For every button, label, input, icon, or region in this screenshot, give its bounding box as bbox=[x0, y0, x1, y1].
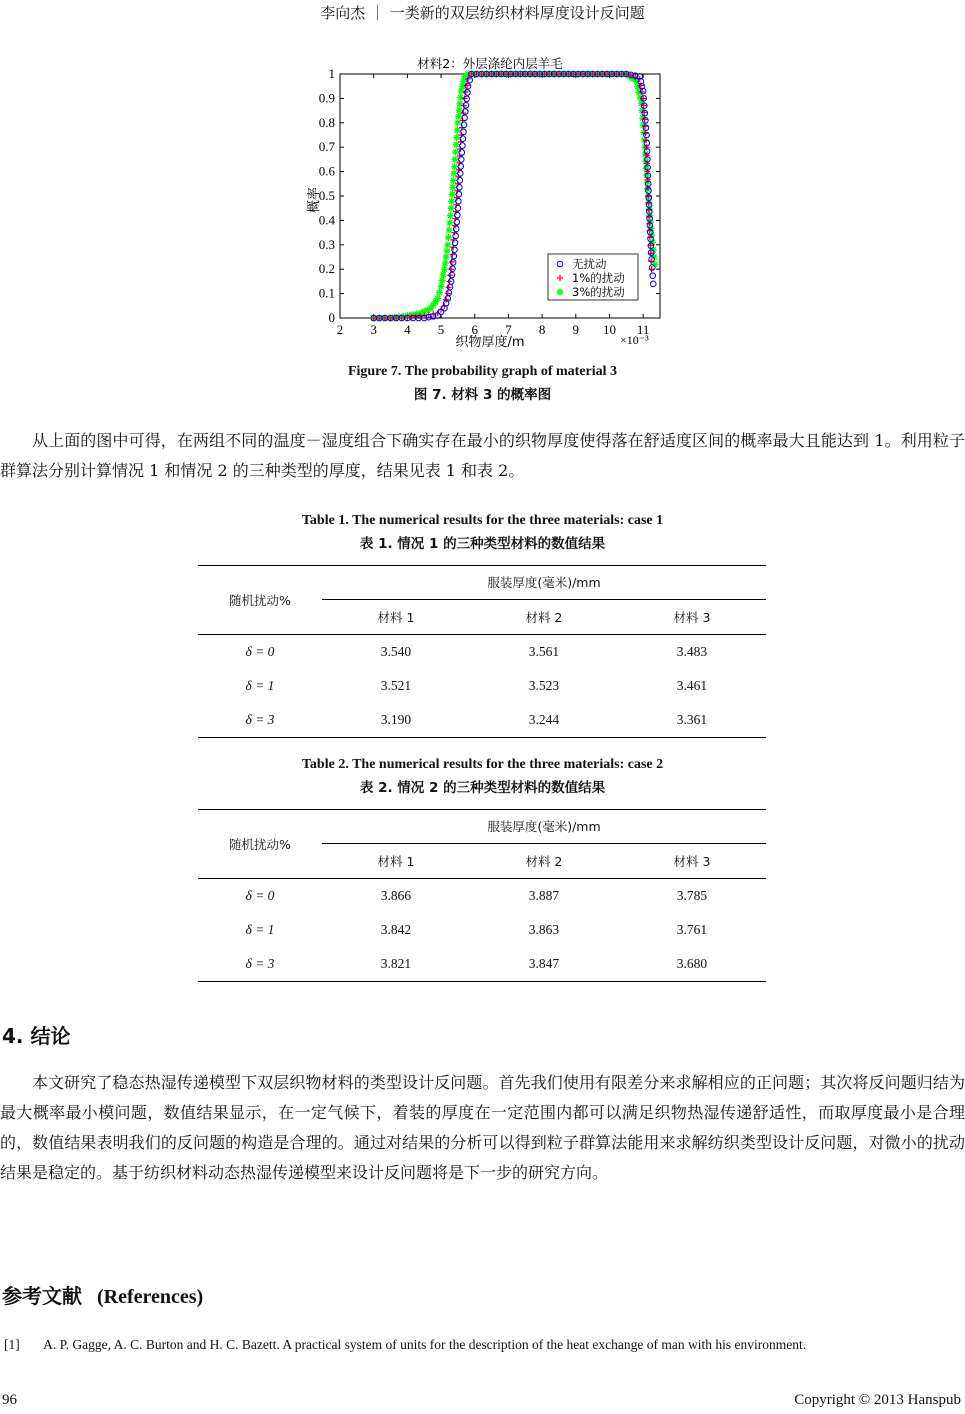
data-point bbox=[450, 177, 457, 184]
figure-caption-cn: 图 7. 材料 3 的概率图 bbox=[413, 387, 552, 403]
data-point bbox=[460, 136, 466, 142]
probability-chart bbox=[290, 50, 680, 350]
table2-caption-cn: 表 2. 情况 2 的三种类型材料的数值结果 bbox=[359, 780, 606, 796]
data-point bbox=[452, 149, 459, 156]
table-row bbox=[198, 669, 766, 703]
x-axis-label: 织物厚度/m bbox=[455, 335, 525, 350]
data-point bbox=[447, 212, 454, 219]
table1-cell: 3.483 bbox=[676, 644, 708, 659]
data-point bbox=[650, 273, 656, 279]
table2-row-header: 随机扰动% bbox=[198, 810, 322, 879]
x-tick-label: 9 bbox=[572, 322, 580, 337]
x-tick-label: 4 bbox=[404, 322, 411, 337]
table2-row-label: δ = 3 bbox=[198, 947, 322, 982]
table1-row-label: δ = 0 bbox=[245, 644, 275, 659]
data-point bbox=[456, 198, 462, 204]
table1-cell: 3.561 bbox=[528, 644, 560, 659]
x-tick-label: 10 bbox=[602, 322, 616, 337]
table2-cell: 3.821 bbox=[322, 947, 470, 982]
data-point bbox=[456, 191, 462, 197]
data-point bbox=[452, 240, 458, 246]
x-tick-label: 6 bbox=[471, 322, 478, 337]
table1-row-label: δ = 3 bbox=[198, 703, 322, 738]
data-point bbox=[443, 247, 450, 254]
x-tick-label: 7 bbox=[505, 322, 512, 337]
table2-cell: 3.866 bbox=[380, 888, 412, 903]
table1-col-header: 材料 2 bbox=[470, 600, 618, 635]
y-tick-label: 0.1 bbox=[318, 285, 335, 301]
data-point bbox=[448, 205, 455, 212]
y-tick-label: 0 bbox=[328, 310, 335, 325]
data-point bbox=[455, 205, 461, 211]
legend-label: 1%的扰动 bbox=[572, 271, 625, 285]
references-heading-cn: 参考文献 bbox=[2, 1284, 82, 1308]
y-tick-label: 0.7 bbox=[318, 139, 335, 155]
table1 bbox=[198, 565, 766, 738]
data-point bbox=[451, 163, 458, 170]
data-point bbox=[443, 254, 450, 261]
y-tick-label: 0.2 bbox=[318, 261, 335, 277]
x-axis-multiplier: ×10⁻³ bbox=[620, 333, 649, 347]
table2-cell: 3.785 bbox=[676, 888, 708, 903]
paragraph-results-text: 从上面的图中可得，在两组不同的温度－湿度组合下确实存在最小的织物厚度使得落在舒适度区间的概率最大且能达到 1。利用粒子群算法分别计算情况 1 和情况 2 的三种类型的厚度，结果见表 1 和表 2。 bbox=[0, 431, 965, 480]
table2-col-header: 材料 3 bbox=[618, 844, 766, 879]
copyright: Copyright © 2013 Hanspub bbox=[794, 1392, 961, 1408]
y-tick-label: 0.5 bbox=[318, 188, 335, 203]
legend-label: 3%的扰动 bbox=[572, 285, 625, 299]
data-point bbox=[438, 283, 445, 290]
x-tick-label: 5 bbox=[437, 322, 445, 337]
y-tick-label: 0.6 bbox=[318, 163, 335, 179]
table-row bbox=[198, 635, 766, 670]
y-axis-label: 概率 bbox=[307, 186, 322, 214]
data-point bbox=[453, 233, 459, 239]
data-point bbox=[434, 295, 441, 302]
reference-item bbox=[4, 1337, 964, 1353]
table2-group-header-text: 服装厚度(毫米)/mm bbox=[322, 810, 766, 844]
table1-group-header bbox=[322, 566, 766, 601]
data-point bbox=[650, 281, 656, 287]
references-heading-en: (References) bbox=[96, 1286, 204, 1308]
table2-cell: 3.887 bbox=[528, 888, 560, 903]
data-point bbox=[450, 170, 457, 177]
reference-text: A. P. Gagge, A. C. Burton and H. C. Bazett. A practical system of units for the description of the heat exchange of man with his environment. bbox=[43, 1337, 807, 1352]
table1-col-header: 材料 3 bbox=[618, 600, 766, 635]
x-tick-label: 2 bbox=[336, 322, 344, 337]
table1-row-header: 随机扰动% bbox=[198, 566, 322, 635]
data-point bbox=[459, 150, 465, 156]
table2-row-label: δ = 1 bbox=[245, 922, 275, 937]
y-tick-label: 0.3 bbox=[318, 236, 335, 252]
y-tick-label: 0.4 bbox=[318, 212, 335, 228]
table2-col-header: 材料 2 bbox=[470, 844, 618, 879]
data-point bbox=[449, 184, 456, 191]
x-tick-label: 11 bbox=[636, 322, 650, 337]
table-row bbox=[198, 879, 766, 914]
data-point bbox=[448, 198, 455, 205]
data-point bbox=[453, 226, 459, 232]
data-point bbox=[455, 212, 461, 218]
running-header: 李向杰 ｜ 一类新的双层纺织材料厚度设计反问题 bbox=[320, 4, 645, 22]
chart-title: 材料2：外层涤纶内层羊毛 bbox=[417, 56, 563, 71]
data-point bbox=[455, 113, 462, 120]
data-point bbox=[458, 171, 464, 177]
data-point bbox=[449, 191, 456, 198]
data-point bbox=[458, 164, 464, 170]
table2-cell: 3.863 bbox=[528, 922, 560, 937]
table1-caption-cn: 表 1. 情况 1 的三种类型材料的数值结果 bbox=[359, 536, 606, 552]
data-point bbox=[461, 129, 467, 135]
references-heading bbox=[2, 1280, 203, 1309]
table2-group-header bbox=[322, 810, 766, 845]
data-point bbox=[457, 184, 463, 190]
data-point bbox=[442, 260, 449, 267]
table2-cell: 3.680 bbox=[618, 947, 766, 982]
table1-cell: 3.521 bbox=[380, 678, 412, 693]
data-point bbox=[446, 290, 452, 296]
table1-cell: 3.461 bbox=[676, 678, 708, 693]
table-row bbox=[198, 913, 766, 947]
table1-caption-en: Table 1. The numerical results for the three materials: case 1 bbox=[301, 513, 664, 528]
legend-marker bbox=[557, 289, 564, 296]
data-point bbox=[436, 289, 443, 296]
page-number: 96 bbox=[2, 1392, 17, 1408]
table2-col-header: 材料 1 bbox=[322, 844, 470, 879]
y-tick-label: 0.9 bbox=[318, 90, 335, 106]
table2-cell: 3.847 bbox=[470, 947, 618, 982]
table1-cell: 3.244 bbox=[470, 703, 618, 738]
table2-row-label: δ = 0 bbox=[245, 888, 275, 903]
reference-number: [1] bbox=[4, 1337, 20, 1352]
x-tick-label: 8 bbox=[538, 322, 546, 337]
table1-cell: 3.190 bbox=[322, 703, 470, 738]
table1-cell: 3.361 bbox=[618, 703, 766, 738]
data-point bbox=[460, 143, 466, 149]
section-heading-conclusion: 4. 结论 bbox=[2, 1024, 71, 1048]
data-point bbox=[441, 266, 448, 273]
data-point bbox=[440, 271, 447, 278]
table1-col-header: 材料 1 bbox=[322, 600, 470, 635]
y-tick-label: 1 bbox=[328, 66, 335, 81]
chart-legend bbox=[548, 254, 638, 300]
table1-group-header-text: 服装厚度(毫米)/mm bbox=[322, 566, 766, 600]
data-point bbox=[458, 157, 464, 163]
paragraph-conclusion-text: 本文研究了稳态热湿传递模型下双层织物材料的类型设计反问题。首先我们使用有限差分来求解相应的正问题；其次将反问题归结为最大概率最小模问题，数值结果显示，在一定气候下，着装的厚度在一定范围内都可以满足织物热湿传递舒适性，而取厚度最小是合理的，数值结果表明我们的反问题的构造是合理的。通过对结果的分析可以得到粒子群算法能用来求解纺织类型设计反问题，对微小的扰动结果是稳定的。基于纺织材料动态热湿传递模型来设计反问题将是下一步的研究方向。 bbox=[0, 1073, 965, 1182]
data-point bbox=[454, 219, 460, 225]
figure-caption-en: Figure 7. The probability graph of material 3 bbox=[347, 364, 618, 379]
table2-cell: 3.842 bbox=[380, 922, 412, 937]
data-point bbox=[465, 83, 471, 89]
paragraph-conclusion bbox=[0, 1068, 965, 1188]
table1-cell: 3.540 bbox=[380, 644, 412, 659]
table-row bbox=[198, 703, 766, 738]
legend-label: 无扰动 bbox=[572, 257, 607, 271]
x-tick-label: 3 bbox=[370, 322, 377, 337]
data-point bbox=[452, 156, 459, 163]
data-point bbox=[439, 277, 446, 284]
table2-caption-en: Table 2. The numerical results for the three materials: case 2 bbox=[301, 757, 664, 772]
table1-row-label: δ = 1 bbox=[245, 678, 275, 693]
table2 bbox=[198, 809, 766, 982]
data-point bbox=[458, 88, 465, 95]
data-point bbox=[457, 178, 463, 184]
y-tick-label: 0.8 bbox=[318, 114, 335, 130]
table2-cell: 3.761 bbox=[676, 922, 708, 937]
table1-cell: 3.523 bbox=[528, 678, 560, 693]
table-row bbox=[198, 947, 766, 982]
data-point bbox=[457, 94, 464, 101]
paragraph-results bbox=[0, 426, 965, 486]
